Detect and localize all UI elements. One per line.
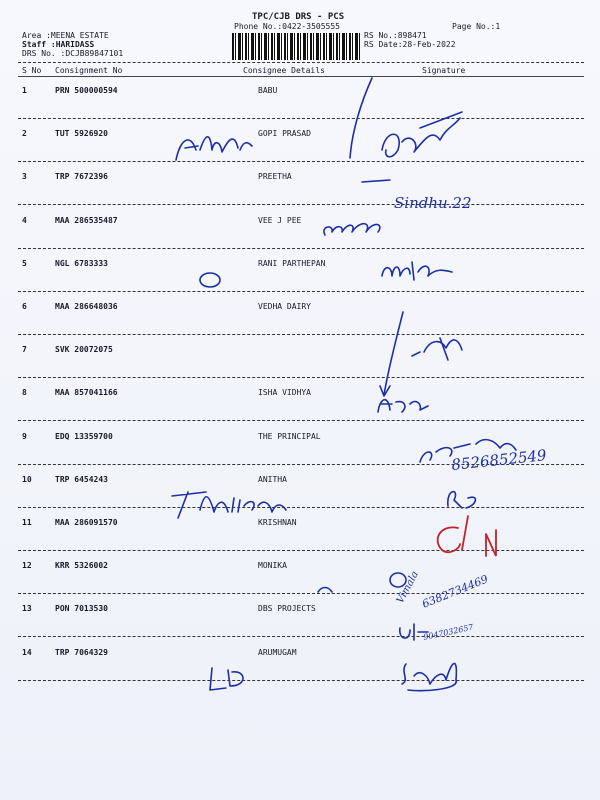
page-number: Page No.:1 [452, 22, 501, 31]
signature-row8 [378, 400, 428, 412]
row-divider [18, 593, 584, 594]
row-sno: 10 [22, 474, 32, 484]
row-consignment-no: TRP 7672396 [55, 172, 108, 182]
row-sno: 8 [22, 388, 27, 398]
red-ink-slash [462, 516, 468, 550]
ink-dash-row3 [362, 180, 390, 182]
column-divider [18, 76, 584, 77]
row-consignment-no: SVK 20072075 [55, 345, 113, 355]
row-sno: 11 [22, 518, 32, 527]
row-consignee: VEE J PEE [258, 215, 302, 225]
row-divider [18, 636, 584, 637]
row-consignment-no: PRN 500000594 [55, 86, 118, 95]
drs-number: DRS No. :DCJB89847101 [22, 49, 124, 58]
header-divider [18, 62, 584, 63]
row-divider [18, 334, 584, 335]
ink-stroke-2 [384, 312, 403, 395]
row-divider [18, 377, 584, 378]
row-sno: 14 [22, 647, 32, 657]
document-title: TPC/CJB DRS - PCS [252, 12, 345, 22]
row-sno: 5 [22, 258, 27, 268]
row-consignment-no: EDQ 13359700 [55, 431, 113, 441]
phone-number: Phone No.:0422-3505555 [234, 22, 340, 31]
ink-arrow [380, 386, 390, 396]
row-sno: 9 [22, 431, 27, 441]
row-consignment-no: NGL 6783333 [55, 258, 108, 268]
row-consignee: KRISHNAN [258, 518, 297, 527]
row-divider [18, 464, 584, 465]
signature-row10-left [172, 492, 286, 518]
row-divider [18, 507, 584, 508]
barcode [232, 33, 360, 60]
rs-date: RS Date:28-Feb-2022 [364, 40, 456, 49]
signature-row2-left [176, 137, 252, 160]
row-consignee: ARUMUGAM [258, 647, 297, 657]
row-divider [18, 118, 584, 119]
signature-row7 [412, 338, 462, 360]
signature-row10-right [448, 492, 476, 508]
handwritten-row12-name: Vimala [394, 569, 422, 606]
row-consignment-no: MAA 857041166 [55, 388, 118, 398]
staff-label: Staff :HARIDASS [22, 40, 95, 49]
row-divider [18, 420, 584, 421]
handwritten-row12-phone: 6382734469 [420, 572, 491, 611]
signature-row4 [324, 224, 380, 235]
handwritten-row13-phone: 9047032657 [422, 622, 475, 642]
row-consignment-no: MAA 286091570 [55, 518, 118, 527]
row-consignee: BABU [258, 86, 278, 95]
red-ink-c [438, 527, 460, 552]
row-consignment-no: TRP 7064329 [55, 647, 108, 657]
row-divider [18, 161, 584, 162]
ink-tick-row12 [318, 588, 332, 593]
row-divider [18, 680, 584, 681]
signature-row14-right [402, 663, 456, 690]
circle-row12 [390, 573, 406, 587]
red-ink-n [486, 530, 496, 556]
row-divider [18, 550, 584, 551]
row-sno: 4 [22, 215, 27, 225]
signature-row5 [382, 262, 452, 280]
row-sno: 3 [22, 172, 27, 182]
row-sno: 13 [22, 604, 32, 614]
signature-row13 [400, 624, 428, 640]
row-sno: 12 [22, 561, 32, 571]
row-consignee: GOPI PRASAD [258, 129, 311, 139]
row-consignee: MONIKA [258, 561, 287, 571]
col-consignment: Consignment No [55, 66, 123, 75]
row-consignee: ISHA VIDHYA [258, 388, 311, 398]
row-sno: 6 [22, 302, 27, 311]
row-consignee: PREETHA [258, 172, 292, 182]
row-sno: 7 [22, 345, 27, 355]
row-consignee: THE PRINCIPAL [258, 431, 321, 441]
signature-row9 [420, 440, 516, 462]
row-consignment-no: PON 7013530 [55, 604, 108, 614]
col-sno: S No [22, 66, 42, 75]
row-consignee: ANITHA [258, 474, 287, 484]
row-consignee: RANI PARTHEPAN [258, 258, 326, 268]
col-signature: Signature [422, 66, 466, 75]
row-consignment-no: KRR 5326002 [55, 561, 108, 571]
rs-number: RS No.:898471 [364, 31, 427, 40]
row-consignment-no: TUT 5926920 [55, 129, 108, 139]
row-consignment-no: MAA 286535487 [55, 215, 118, 225]
row-divider [18, 291, 584, 292]
row-divider [18, 204, 584, 205]
row-consignee: VEDHA DAIRY [258, 302, 311, 311]
circle-row5 [200, 273, 220, 287]
handwritten-row9-phone: 8526852549 [450, 446, 548, 474]
row-consignment-no: TRP 6454243 [55, 474, 108, 484]
area-label: Area :MEENA ESTATE [22, 31, 109, 40]
row-consignee: DBS PROJECTS [258, 604, 316, 614]
col-consignee: Consignee Details [243, 66, 325, 75]
handwritten-row3: Sindhu.22 [394, 194, 472, 212]
row-sno: 2 [22, 129, 27, 139]
row-consignment-no: MAA 286648036 [55, 302, 118, 311]
row-sno: 1 [22, 86, 27, 95]
row-divider [18, 248, 584, 249]
